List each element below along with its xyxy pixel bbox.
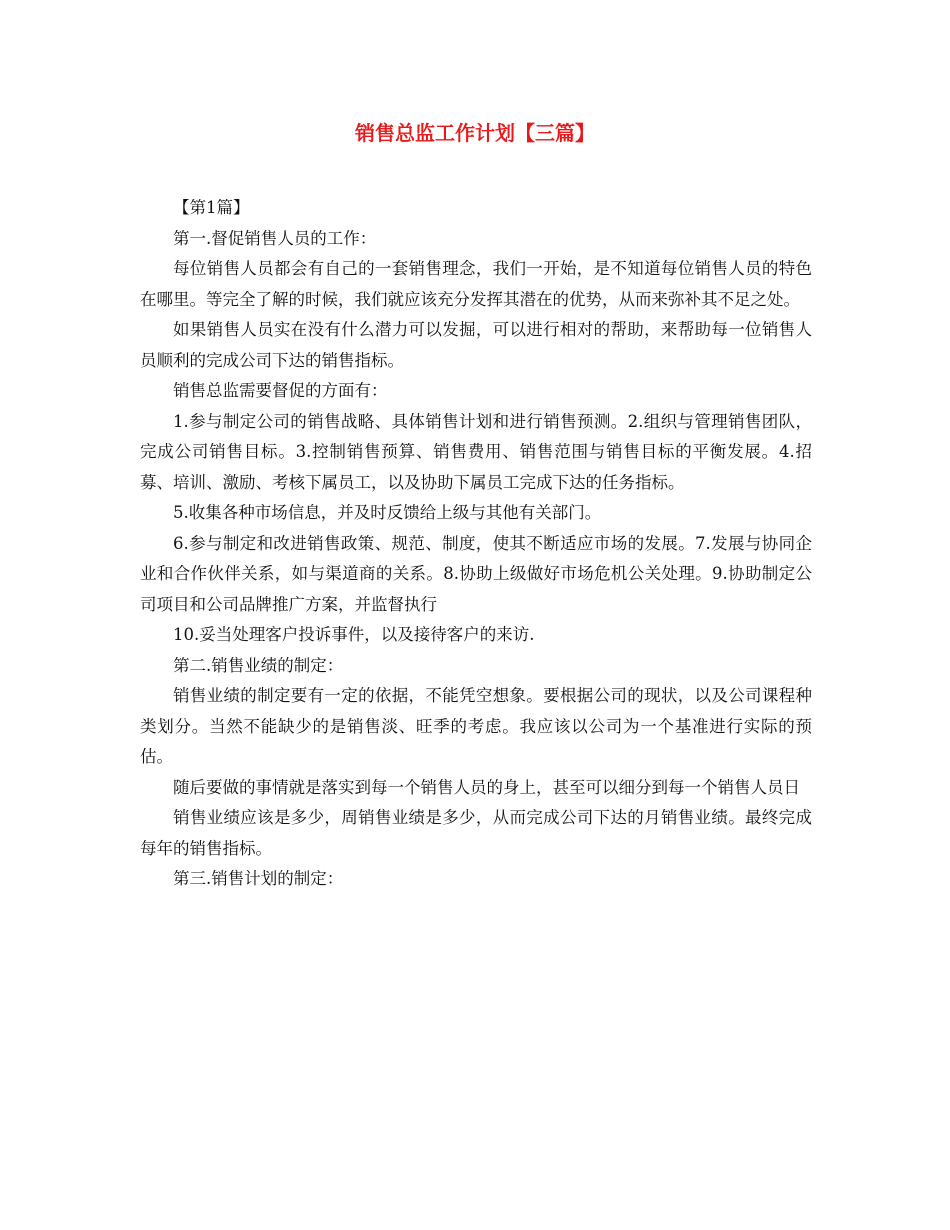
list-paragraph: 1.参与制定公司的销售战略、具体销售计划和进行销售预测。2.组织与管理销售团队，完成公司销售目标。3.控制销售预算、销售费用、销售范围与销售目标的平衡发展。4.招募、培训、激励、考核下属员工，以及协助下属员工完成下达的任务指标。: [140, 411, 812, 492]
paragraph: 如果销售人员实在没有什么潜力可以发掘，可以进行相对的帮助，来帮助每一位销售人员顺利的完成公司下达的销售指标。: [140, 320, 812, 370]
paragraph: 销售总监需要督促的方面有：: [173, 381, 388, 400]
list-paragraph: 10.妥当处理客户投诉事件，以及接待客户的来访.: [173, 625, 535, 644]
paragraph: 随后要做的事情就是落实到每一个销售人员的身上，甚至可以细分到每一个销售人员日: [173, 777, 800, 797]
list-paragraph: 6.参与制定和改进销售政策、规范、制度，使其不断适应市场的发展。7.发展与协同企业和合作伙伴关系，如与渠道商的关系。8.协助上级做好市场危机公关处理。9.协助制定公司项目和公司品牌推广方案，并监督执行: [140, 533, 812, 614]
section-heading-part-1: 【第1篇】: [173, 198, 250, 217]
subsection-heading-2: 第二.销售业绩的制定：: [173, 655, 344, 675]
document-title: 销售总监工作计划【三篇】: [355, 121, 595, 145]
subsection-heading-3: 第三.销售计划的制定：: [173, 869, 344, 888]
paragraph: 销售业绩的制定要有一定的依据，不能凭空想象。要根据公司的现状，以及公司课程种类划分。当然不能缺少的是销售淡、旺季的考虑。我应该以公司为一个基准进行实际的预估。: [140, 686, 812, 766]
list-paragraph: 5.收集各种市场信息，并及时反馈给上级与其他有关部门。: [173, 503, 602, 522]
paragraph: 销售业绩应该是多少，周销售业绩是多少，从而完成公司下达的月销售业绩。最终完成每年的销售指标。: [140, 808, 812, 858]
paragraph: 每位销售人员都会有自己的一套销售理念，我们一开始，是不知道每位销售人员的特色在哪里。等完全了解的时候，我们就应该充分发挥其潜在的优势，从而来弥补其不足之处。: [140, 259, 812, 309]
subsection-heading-1: 第一.督促销售人员的工作：: [173, 228, 377, 248]
document-body: [140, 193, 812, 895]
